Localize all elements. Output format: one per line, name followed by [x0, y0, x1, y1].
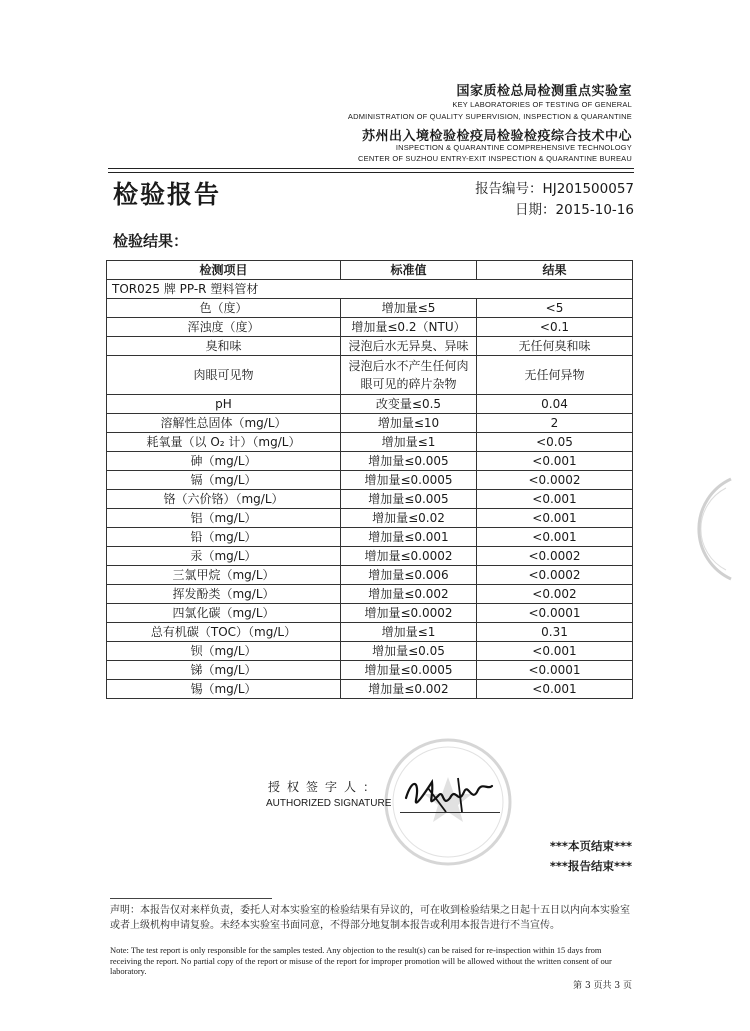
table-row — [107, 395, 633, 414]
cell-result: <5 — [477, 299, 633, 318]
cell-result: 2 — [477, 414, 633, 433]
cell-item: 色（度） — [107, 299, 341, 318]
cell-result: <0.0001 — [477, 661, 633, 680]
table-row — [107, 528, 633, 547]
cell-result: <0.001 — [477, 642, 633, 661]
cell-result: <0.001 — [477, 680, 633, 699]
cell-standard: 增加量≤0.0002 — [341, 604, 477, 623]
table-row — [107, 318, 633, 337]
table-row — [107, 490, 633, 509]
cell-item: 锡（mg/L） — [107, 680, 341, 699]
header-standard: 标准值 — [341, 261, 477, 280]
signature-label-en: AUTHORIZED SIGNATURE — [266, 798, 392, 809]
table-row — [107, 433, 633, 452]
cell-result: <0.05 — [477, 433, 633, 452]
cell-result: <0.0001 — [477, 604, 633, 623]
results-table — [106, 260, 633, 699]
cell-item: 铅（mg/L） — [107, 528, 341, 547]
edge-seal-icon — [676, 474, 736, 584]
cell-result: 无任何臭和味 — [477, 337, 633, 356]
end-of-report-mark: ***报告结束*** — [549, 859, 632, 873]
table-header-row — [107, 261, 633, 280]
cell-item: 三氯甲烷（mg/L） — [107, 566, 341, 585]
report-date: 日期：2015-10-16 — [515, 202, 634, 218]
footnote-rule — [110, 898, 272, 899]
cell-standard: 增加量≤1 — [341, 433, 477, 452]
center-name-en-2: CENTER OF SUZHOU ENTRY-EXIT INSPECTION & QUARANTINE BUREAU — [358, 154, 632, 163]
signature-line — [400, 812, 500, 813]
cell-result: <0.002 — [477, 585, 633, 604]
cell-standard: 浸泡后水不产生任何肉眼可见的碎片杂物 — [341, 356, 477, 395]
product-name: TOR025 牌 PP-R 塑料管材 — [107, 280, 633, 299]
cell-result: 0.31 — [477, 623, 633, 642]
cell-result: 0.04 — [477, 395, 633, 414]
report-title: 检验报告 — [113, 180, 222, 209]
cell-result: <0.001 — [477, 528, 633, 547]
header-item: 检测项目 — [107, 261, 341, 280]
cell-item: 铬（六价铬）（mg/L） — [107, 490, 341, 509]
results-label: 检验结果： — [113, 232, 189, 250]
table-row — [107, 337, 633, 356]
header-rule-top — [108, 168, 634, 169]
table-row — [107, 299, 633, 318]
signature-label-cn: 授权签字人： — [268, 780, 383, 794]
cell-item: 镉（mg/L） — [107, 471, 341, 490]
cell-standard: 增加量≤0.005 — [341, 490, 477, 509]
table-row — [107, 623, 633, 642]
table-row — [107, 642, 633, 661]
cell-item: 铝（mg/L） — [107, 509, 341, 528]
cell-standard: 增加量≤0.001 — [341, 528, 477, 547]
lab-name-en-2: ADMINISTRATION OF QUALITY SUPERVISION, INSPECTION & QUARANTINE — [347, 112, 632, 121]
cell-standard: 增加量≤0.05 — [341, 642, 477, 661]
cell-item: 四氯化碳（mg/L） — [107, 604, 341, 623]
center-name-en-1: INSPECTION & QUARANTINE COMPREHENSIVE TECHNOLOGY — [395, 143, 632, 152]
table-row — [107, 585, 633, 604]
cell-item: 汞（mg/L） — [107, 547, 341, 566]
cell-item: 挥发酚类（mg/L） — [107, 585, 341, 604]
cell-standard: 增加量≤0.002 — [341, 680, 477, 699]
lab-name-en-1: KEY LABORATORIES OF TESTING OF GENERAL — [452, 100, 632, 109]
handwritten-signature-icon — [398, 768, 498, 818]
cell-standard: 增加量≤0.0002 — [341, 547, 477, 566]
header-rule-bottom — [108, 172, 634, 173]
cell-item: pH — [107, 395, 341, 414]
table-row — [107, 452, 633, 471]
table-body — [107, 280, 633, 699]
cell-item: 肉眼可见物 — [107, 356, 341, 395]
cell-item: 臭和味 — [107, 337, 341, 356]
cell-result: <0.0002 — [477, 471, 633, 490]
table-row — [107, 547, 633, 566]
header-result: 结果 — [477, 261, 633, 280]
cell-standard: 增加量≤0.0005 — [341, 661, 477, 680]
cell-item: 浑浊度（度） — [107, 318, 341, 337]
cell-item: 钡（mg/L） — [107, 642, 341, 661]
cell-result: <0.001 — [477, 509, 633, 528]
table-row — [107, 356, 633, 395]
table-row — [107, 471, 633, 490]
cell-item: 砷（mg/L） — [107, 452, 341, 471]
center-name-cn: 苏州出入境检验检疫局检验检疫综合技术中心 — [361, 129, 632, 144]
cell-standard: 增加量≤10 — [341, 414, 477, 433]
cell-standard: 增加量≤0.005 — [341, 452, 477, 471]
cell-standard: 增加量≤5 — [341, 299, 477, 318]
cell-standard: 增加量≤0.2（NTU） — [341, 318, 477, 337]
cell-standard: 改变量≤0.5 — [341, 395, 477, 414]
table-row — [107, 509, 633, 528]
cell-result: <0.001 — [477, 490, 633, 509]
cell-result: <0.0002 — [477, 566, 633, 585]
product-row — [107, 280, 633, 299]
cell-item: 总有机碳（TOC）（mg/L） — [107, 623, 341, 642]
cell-standard: 增加量≤0.02 — [341, 509, 477, 528]
end-of-page-mark: ***本页结束*** — [549, 839, 632, 853]
cell-result: <0.001 — [477, 452, 633, 471]
cell-result: <0.1 — [477, 318, 633, 337]
lab-name-cn: 国家质检总局检测重点实验室 — [456, 84, 632, 99]
cell-standard: 浸泡后水无异臭、异味 — [341, 337, 477, 356]
cell-item: 耗氧量（以 O₂ 计）（mg/L） — [107, 433, 341, 452]
cell-result: <0.0002 — [477, 547, 633, 566]
table-row — [107, 414, 633, 433]
report-number: 报告编号：HJ201500057 — [475, 181, 634, 197]
disclaimer-en: Note: The test report is only responsible for the samples tested. Any objection to the result(s) can be raised for re-inspection within 15 days from receiving the report. No partial copy of the report or misuse of the report for improper promotion will be allowed without the written consent of our laboratory. — [110, 945, 612, 976]
page-number: 第 3 页共 3 页 — [573, 981, 632, 991]
table-row — [107, 566, 633, 585]
cell-item: 溶解性总固体（mg/L） — [107, 414, 341, 433]
cell-item: 锑（mg/L） — [107, 661, 341, 680]
table-row — [107, 680, 633, 699]
cell-standard: 增加量≤0.002 — [341, 585, 477, 604]
disclaimer-cn: 声明：本报告仅对来样负责，委托人对本实验室的检验结果有异议的，可在收到检验结果之日起十五日以内向本实验室或者上级机构申请复验。未经本实验室书面同意，不得部分地复制本报告或利用本报告进行不当宣传。 — [110, 905, 630, 931]
table-row — [107, 604, 633, 623]
cell-standard: 增加量≤1 — [341, 623, 477, 642]
cell-result: 无任何异物 — [477, 356, 633, 395]
cell-standard: 增加量≤0.0005 — [341, 471, 477, 490]
table-row — [107, 661, 633, 680]
cell-standard: 增加量≤0.006 — [341, 566, 477, 585]
